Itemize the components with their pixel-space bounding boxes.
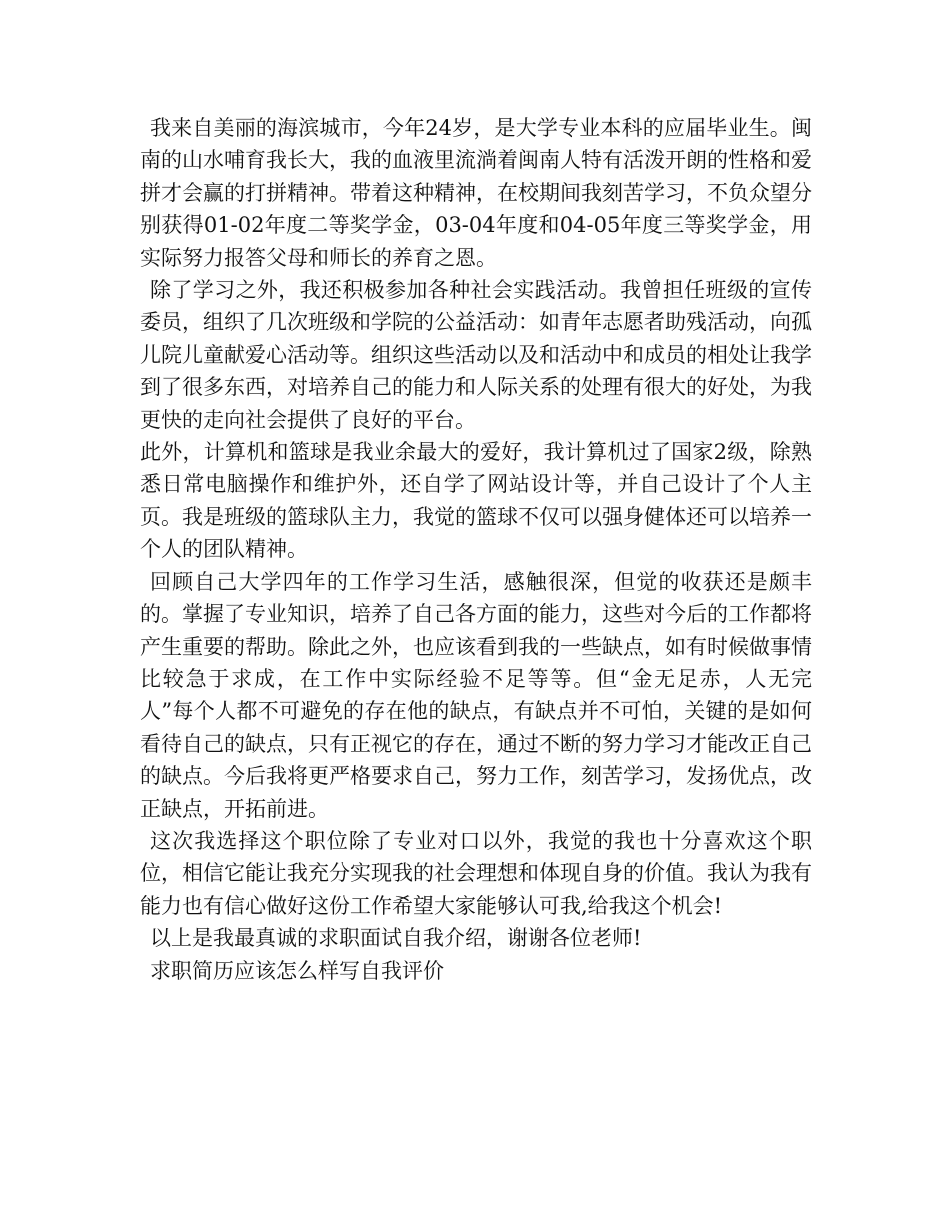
paragraph-thanks: 以上是我最真诚的求职面试自我介绍，谢谢各位老师! bbox=[150, 926, 642, 951]
paragraph-review: 回顾自己大学四年的工作学习生活，感触很深，但觉的收获还是颇丰的。掌握了专业知识，培养了自己各方面的能力，这些对今后的工作都将产生重要的帮助。除此之外，也应该看到我的一些缺点，如有时候做事情比较急于求成，在工作中实际经验不足等等。但“金无足赤，人无完人”每个人都不可避免的存在他的缺点，有缺点并不可怕，关键的是如何看待自己的缺点，只有正视它的存在，通过不断的努力学习才能改正自己的缺点。今后我将更严格要求自己，努力工作，刻苦学习，发扬优点，改正缺点，开拓前进。 bbox=[140, 569, 812, 821]
paragraph-position: 这次我选择这个职位除了专业对口以外，我觉的我也十分喜欢这个职位，相信它能让我充分实现我的社会理想和体现自身的价值。我认为我有能力也有信心做好这份工作希望大家能够认可我,给我这个机会! bbox=[140, 828, 812, 918]
document-body bbox=[140, 112, 812, 987]
paragraph-activities: 除了学习之外，我还积极参加各种社会实践活动。我曾担任班级的宣传委员，组织了几次班级和学院的公益活动：如青年志愿者助残活动，向孤儿院儿童献爱心活动等。组织这些活动以及和活动中和成员的相处让我学到了很多东西，对培养自己的能力和人际关系的处理有很大的好处，为我更快的走向社会提供了良好的平台。 bbox=[140, 278, 812, 432]
paragraph-heading-next: 求职简历应该怎么样写自我评价 bbox=[150, 958, 444, 983]
paragraph-intro: 我来自美丽的海滨城市，今年24岁，是大学专业本科的应届毕业生。闽南的山水哺育我长大，我的血液里流淌着闽南人特有活泼开朗的性格和爱拼才会赢的打拼精神。带着这种精神，在校期间我刻苦学习，不负众望分别获得01-02年度二等奖学金，03-04年度和04-05年度三等奖学金，用实际努力报答父母和师长的养育之恩。 bbox=[140, 116, 812, 270]
paragraph-hobbies: 此外，计算机和篮球是我业余最大的爱好，我计算机过了国家2级，除熟悉日常电脑操作和维护外，还自学了网站设计等，并自己设计了个人主页。我是班级的篮球队主力，我觉的篮球不仅可以强身健体还可以培养一个人的团队精神。 bbox=[140, 440, 812, 562]
